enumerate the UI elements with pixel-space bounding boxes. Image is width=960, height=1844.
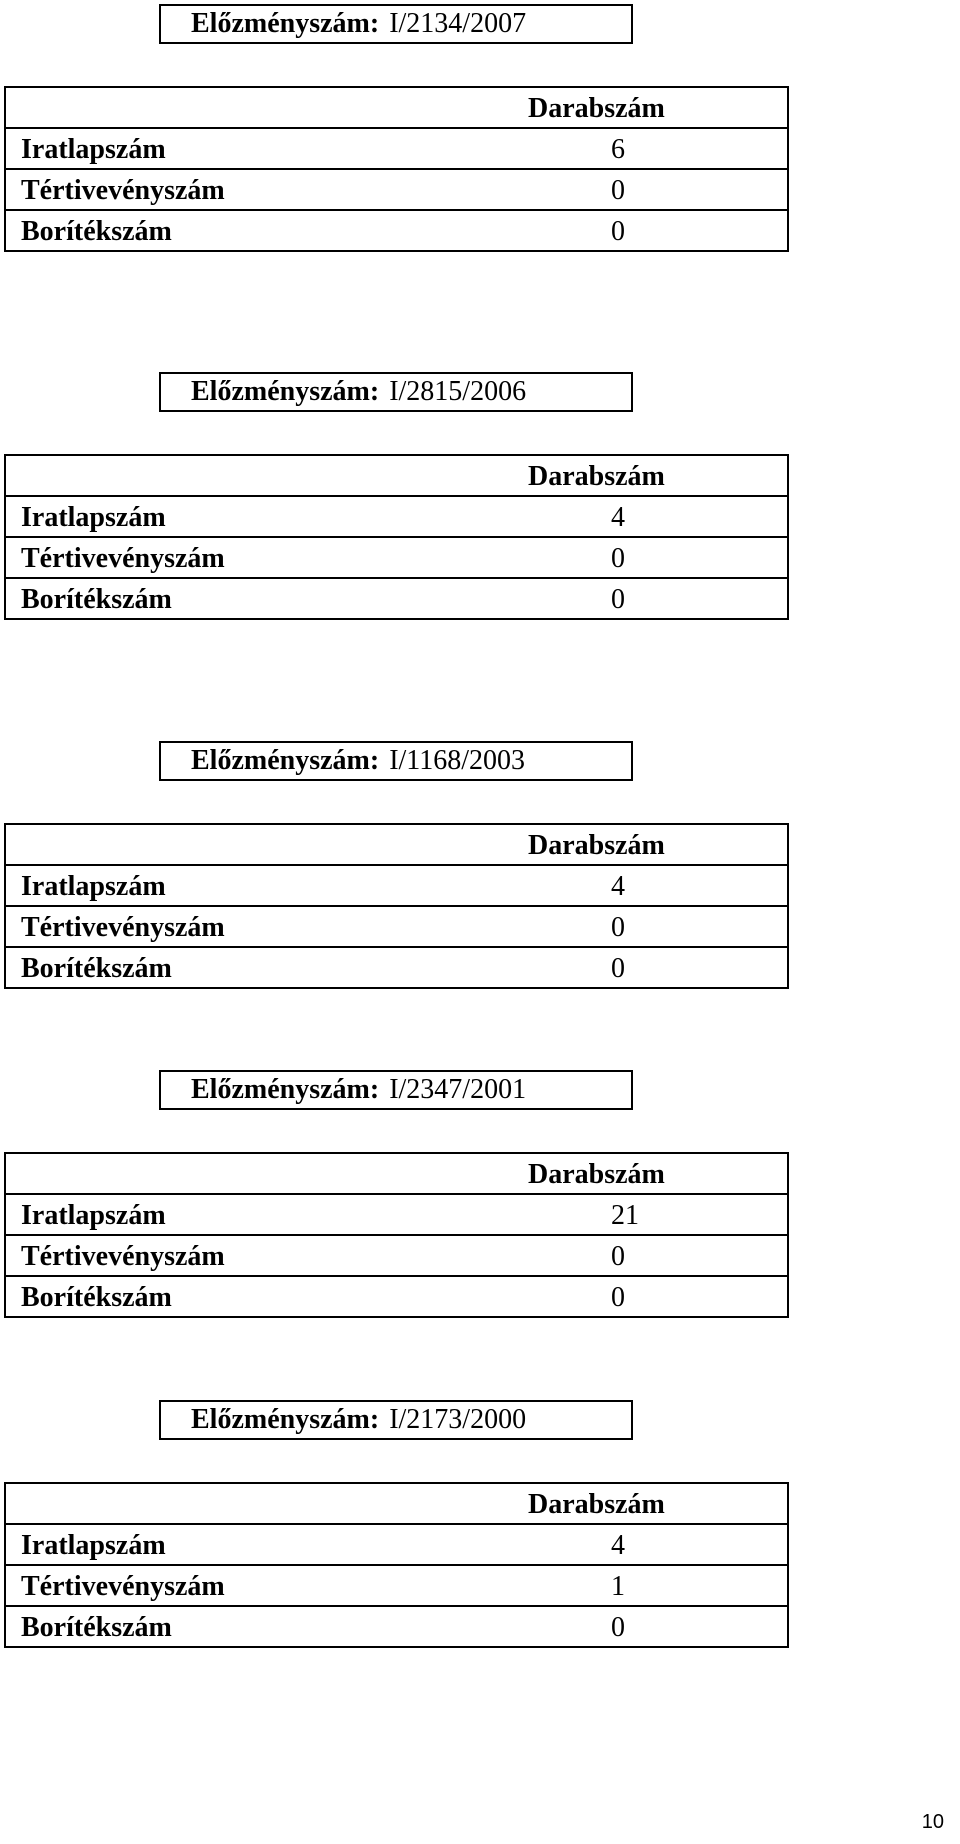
table-row: [5, 1194, 788, 1235]
table-row: [5, 128, 788, 169]
table-row: [5, 865, 788, 906]
row-label: Iratlapszám: [21, 1200, 166, 1231]
row-value: 1: [611, 1571, 625, 1602]
table-header-row: [5, 824, 788, 865]
row-value: 0: [611, 912, 625, 943]
reference-label: Előzményszám:: [191, 1074, 380, 1105]
count-table: [4, 1152, 789, 1318]
table-row: [5, 537, 788, 578]
row-label: Tértivevényszám: [21, 912, 225, 943]
table-row: [5, 906, 788, 947]
row-value: 0: [611, 1612, 625, 1643]
reference-label: Előzményszám:: [191, 8, 380, 39]
row-value: 6: [611, 134, 625, 165]
row-value: 0: [611, 953, 625, 984]
column-header: Darabszám: [528, 830, 665, 861]
row-value: 0: [611, 216, 625, 247]
reference-value: I/2173/2000: [389, 1404, 527, 1435]
reference-box: [159, 372, 633, 412]
table-header-row: [5, 87, 788, 128]
row-label: Borítékszám: [21, 216, 172, 247]
table-row: [5, 169, 788, 210]
column-header: Darabszám: [528, 93, 665, 124]
count-table: [4, 1482, 789, 1648]
table-row: [5, 1524, 788, 1565]
count-table: [4, 454, 789, 620]
row-value: 0: [611, 175, 625, 206]
row-label: Iratlapszám: [21, 134, 166, 165]
column-header: Darabszám: [528, 461, 665, 492]
reference-value: I/2815/2006: [389, 376, 527, 407]
row-value: 4: [611, 502, 625, 533]
reference-value: I/2134/2007: [389, 8, 527, 39]
page-number: 10: [921, 1811, 944, 1833]
table-header-row: [5, 455, 788, 496]
table-row: [5, 947, 788, 988]
count-table: [4, 86, 789, 252]
row-label: Tértivevényszám: [21, 1571, 225, 1602]
row-label: Borítékszám: [21, 1612, 172, 1643]
table-row: [5, 1606, 788, 1647]
table-row: [5, 1235, 788, 1276]
reference-value: I/1168/2003: [389, 745, 526, 776]
row-label: Iratlapszám: [21, 1530, 166, 1561]
row-label: Tértivevényszám: [21, 543, 225, 574]
reference-box: [159, 741, 633, 781]
reference-box: [159, 1070, 633, 1110]
count-table: [4, 823, 789, 989]
reference-label: Előzményszám:: [191, 376, 380, 407]
row-value: 4: [611, 871, 625, 902]
table-row: [5, 578, 788, 619]
table-row: [5, 496, 788, 537]
reference-box: [159, 1400, 633, 1440]
reference-label: Előzményszám:: [191, 1404, 380, 1435]
row-label: Borítékszám: [21, 1282, 172, 1313]
row-label: Tértivevényszám: [21, 175, 225, 206]
table-header-row: [5, 1483, 788, 1524]
row-value: 4: [611, 1530, 625, 1561]
column-header: Darabszám: [528, 1159, 665, 1190]
row-label: Iratlapszám: [21, 502, 166, 533]
row-label: Borítékszám: [21, 953, 172, 984]
table-row: [5, 1276, 788, 1317]
reference-value: I/2347/2001: [389, 1074, 527, 1105]
row-label: Iratlapszám: [21, 871, 166, 902]
row-value: 0: [611, 584, 625, 615]
reference-label: Előzményszám:: [191, 745, 380, 776]
row-label: Tértivevényszám: [21, 1241, 225, 1272]
row-label: Borítékszám: [21, 584, 172, 615]
column-header: Darabszám: [528, 1489, 665, 1520]
table-row: [5, 1565, 788, 1606]
row-value: 0: [611, 543, 625, 574]
row-value: 0: [611, 1241, 625, 1272]
row-value: 0: [611, 1282, 625, 1313]
reference-box: [159, 4, 633, 44]
row-value: 21: [611, 1200, 639, 1231]
table-header-row: [5, 1153, 788, 1194]
table-row: [5, 210, 788, 251]
